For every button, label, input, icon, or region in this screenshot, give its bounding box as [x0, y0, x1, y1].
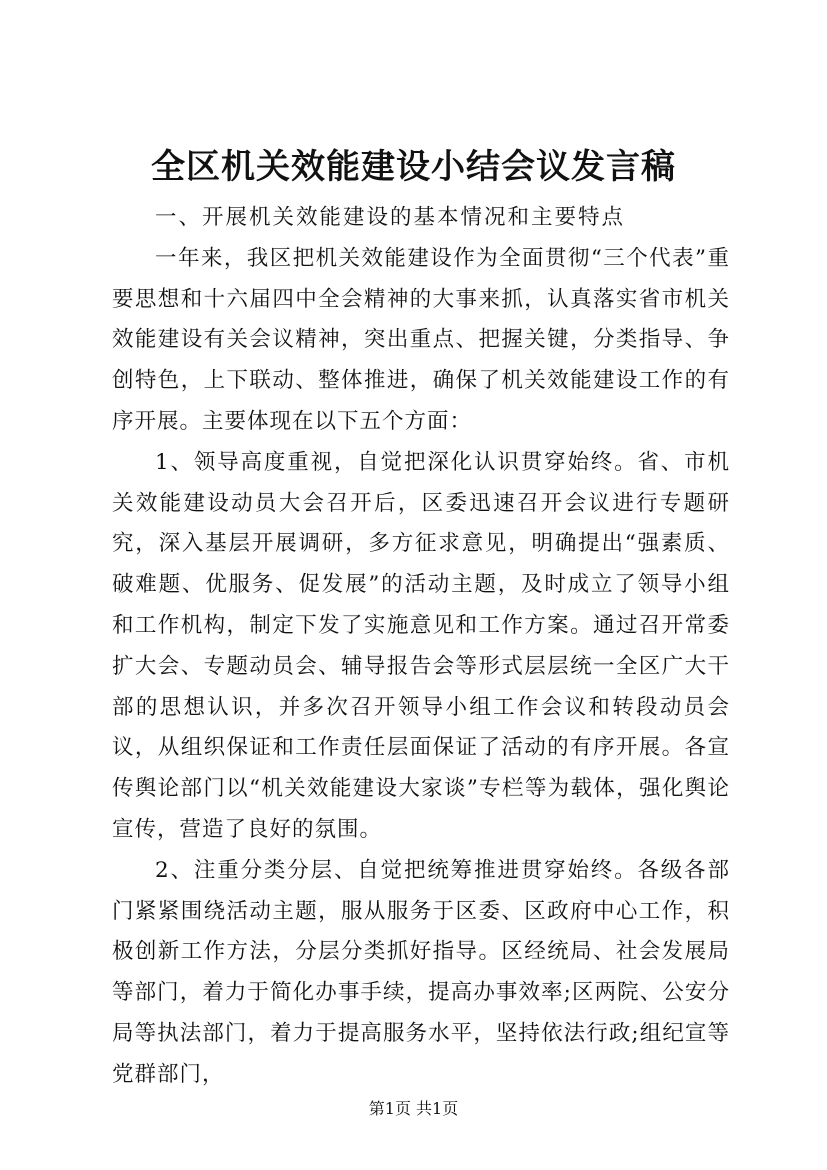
document-body: [112, 198, 730, 1096]
paragraph-intro: 一年来，我区把机关效能建设作为全面贯彻“三个代表”重要思想和十六届四中全会精神的大事来抓，认真落实省市机关效能建设有关会议精神，突出重点、把握关键，分类指导、争创特色，上下联动、整体推进，确保了机关效能建设工作的有序开展。主要体现在以下五个方面：: [112, 245, 730, 434]
page-footer: 第1页 共1页: [368, 1099, 459, 1118]
paragraph-point-1: 1、领导高度重视，自觉把深化认识贯穿始终。省、市机关效能建设动员大会召开后，区委迅速召开会议进行专题研究，深入基层开展调研，多方征求意见，明确提出“强素质、破难题、优服务、促发展”的活动主题，及时成立了领导小组和工作机构，制定下发了实施意见和工作方案。通过召开常委扩大会、专题动员会、辅导报告会等形式层层统一全区广大干部的思想认识，并多次召开领导小组工作会议和转段动员会议，从组织保证和工作责任层面保证了活动的有序开展。各宣传舆论部门以“机关效能建设大家谈”专栏等为载体，强化舆论宣传，营造了良好的氛围。: [112, 449, 730, 842]
section-heading: 一、开展机关效能建设的基本情况和主要特点: [155, 205, 626, 230]
paragraph-point-2: 2、注重分类分层、自觉把统筹推进贯穿始终。各级各部门紧紧围绕活动主题，服从服务于区委、区政府中心工作，积极创新工作方法，分层分类抓好指导。区经统局、社会发展局等部门，着力于简化办事手续，提高办事效率;区两院、公安分局等执法部门，着力于提高服务水平，坚持依法行政;组纪宣等党群部门，: [112, 857, 730, 1087]
document-title: 全区机关效能建设小结会议发言稿: [151, 147, 676, 187]
